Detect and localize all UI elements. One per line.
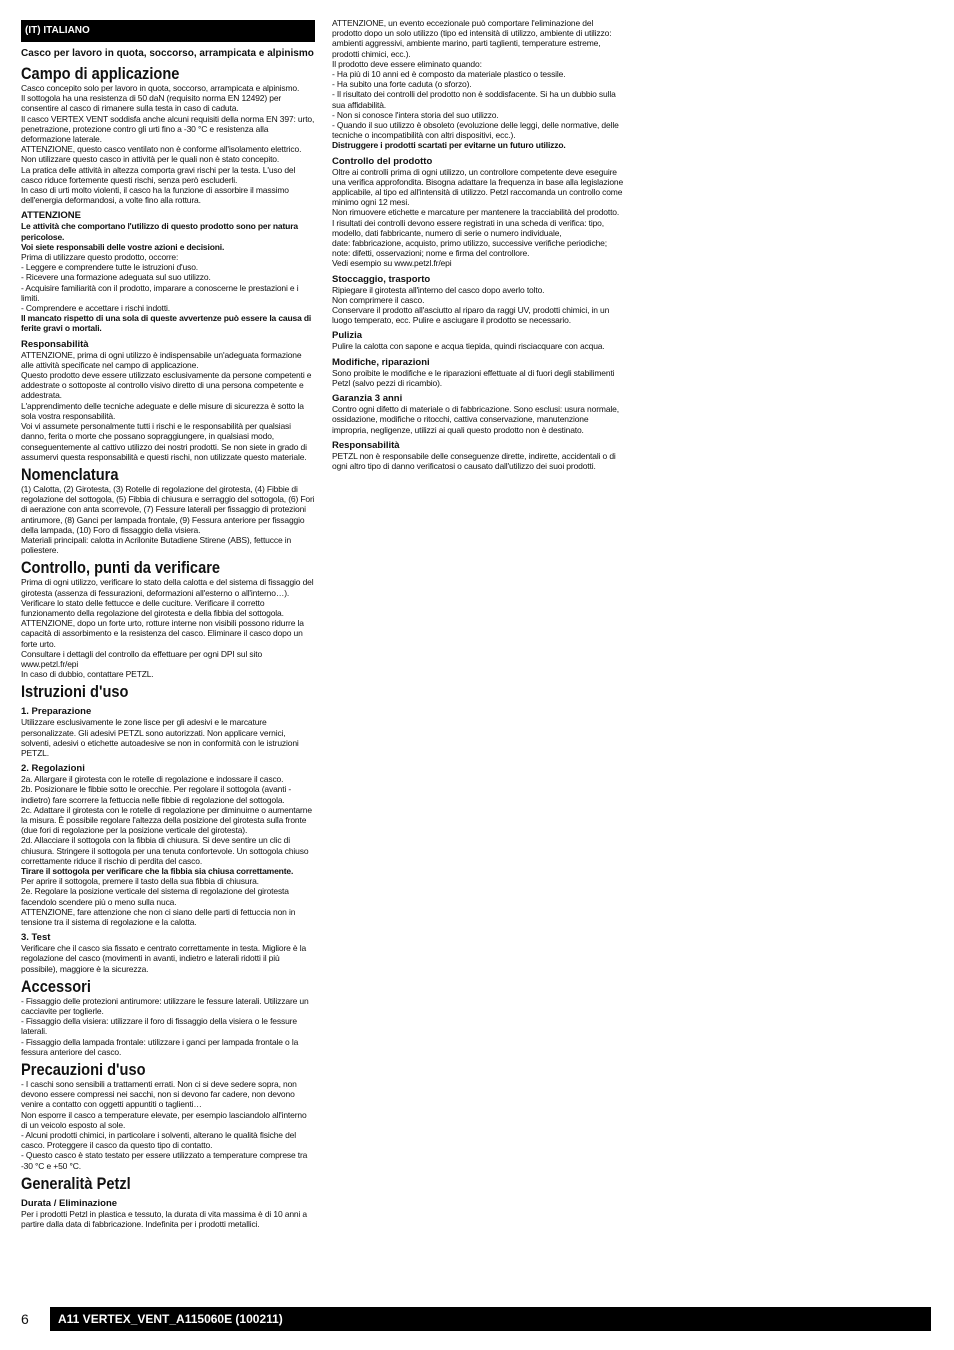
paragraph: In caso di dubbio, contattare PETZL. bbox=[21, 669, 154, 680]
paragraph: ATTENZIONE, prima di ogni utilizzo è indispensabile un'adeguata formazione alle attività specificate nel campo di applicazione. bbox=[21, 349, 302, 370]
paragraph: - Quando il suo utilizzo è obsoleto (evoluzione delle leggi, delle normative, delle tecniche o incompatibilità con altri dispositivi, ecc.). bbox=[332, 120, 619, 141]
paragraph: Voi vi assumete personalmente tutti i rischi e le responsabilità per qualsiasi danno, ferita o morte che possano sopraggiungere, in qualsiasi modo, conseguentemente al cattivo utilizzo dei nostri prodotti. Se non siete in grado di assumervi questa responsabilità e questi rischi, non utilizzate questo materiale. bbox=[21, 421, 307, 462]
paragraph: - Fissaggio delle protezioni antirumore: utilizzare le fessure laterali. Utilizzare un cacciavite per toglierle. bbox=[21, 995, 309, 1017]
paragraph: - Non si conosce l'intera storia del suo utilizzo. bbox=[332, 109, 499, 120]
attenzione-bold-1: Le attività che comportano l'utilizzo di questo prodotto sono per natura pericolose. bbox=[21, 221, 298, 242]
paragraph: Casco concepito solo per lavoro in quota, soccorso, arrampicata e alpinismo. bbox=[21, 83, 300, 93]
paragraph: Conservare il prodotto all'asciutto al riparo da raggi UV, prodotti chimici, in un luogo temperato, ecc. Pulire e asciugare il prodotto se necessario. bbox=[332, 305, 610, 326]
attenzione-bold-3: Il mancato rispetto di una sola di queste avvertenze può essere la causa di ferite gravi o mortali. bbox=[21, 313, 312, 334]
paragraph: Il sottogola ha una resistenza di 50 daN (requisito norma EN 12492) per consentire al casco di rimanere sulla testa in caso di caduta. bbox=[21, 93, 282, 114]
heading-istruzioni: Istruzioni d'uso bbox=[21, 682, 129, 702]
paragraph: - Ricevere una formazione adeguata sul suo utilizzo. bbox=[21, 272, 211, 283]
heading-regolazioni: 2. Regolazioni bbox=[21, 763, 85, 775]
paragraph: - Ha subito una forte caduta (o sforzo). bbox=[332, 79, 472, 90]
language-header: (IT) ITALIANO bbox=[21, 20, 315, 42]
regolazioni-text-1 bbox=[21, 774, 315, 866]
left-column bbox=[21, 20, 315, 1229]
paragraph: - Comprendere e accettare i rischi indotti. bbox=[21, 303, 170, 314]
heading-preparazione: 1. Preparazione bbox=[21, 706, 92, 718]
heading-generalita: Generalità Petzl bbox=[21, 1173, 131, 1193]
paragraph: Non utilizzare questo casco in attività per le quali non è stato concepito. bbox=[21, 154, 280, 165]
responsabilita-petzl-text bbox=[332, 451, 624, 471]
paragraph: Non comprimere il casco. bbox=[332, 294, 425, 305]
paragraph: In caso di urti molto violenti, il casco ha la funzione di assorbire il massimo dell'energia deformandosi, a volte fino alla rottura. bbox=[21, 185, 289, 206]
heading-garanzia: Garanzia 3 anni bbox=[332, 393, 403, 405]
paragraph: - Acquisire familiarità con il prodotto, imparare a conoscerne le prestazioni e i limiti. bbox=[21, 282, 299, 303]
paragraph: Contro ogni difetto di materiale o di fabbricazione. Sono esclusi: usura normale, ossidazione, modifiche o ritocchi, cattiva conservazione, manutenzione impropria, negligenze, utilizzi ai quali questo prodotto non è destinato. bbox=[332, 404, 619, 435]
durata-bold: Distruggere i prodotti scartati per evitarne un futuro utilizzo. bbox=[332, 140, 566, 151]
paragraph: - Fissaggio della lampada frontale: utilizzare i ganci per lampada frontale o la fessura anteriore del casco. bbox=[21, 1036, 299, 1057]
paragraph: - Questo casco è stato testato per essere utilizzato a temperature comprese tra -30 °C e +50 °C. bbox=[21, 1150, 308, 1171]
paragraph: Il prodotto deve essere eliminato quando: bbox=[332, 58, 482, 69]
paragraph: Questo prodotto deve essere utilizzato esclusivamente da persone competenti e addestrate o sottoposte al controllo visivo diretto di una persona competente e addestrata. bbox=[21, 370, 312, 401]
footer-doc-code: A11 VERTEX_VENT_A115060E (100211) bbox=[58, 1312, 283, 1326]
paragraph: - Il risultato dei controlli del prodotto non è soddisfacente. Si ha un dubbio sulla sua affidabilità. bbox=[332, 89, 616, 110]
paragraph: Vedi esempio su www.petzl.fr/epi bbox=[332, 258, 452, 269]
paragraph: Non rimuovere etichette e marcature per mantenere la tracciabilità del prodotto. bbox=[332, 207, 620, 218]
attenzione-bold-2: Voi siete responsabili delle vostre azioni e decisioni. bbox=[21, 241, 225, 252]
product-subtitle: Casco per lavoro in quota, soccorso, arrampicata e alpinismo bbox=[21, 48, 314, 59]
paragraph: Materiali principali: calotta in Acrilonite Butadiene Stirene (ABS), fettucce in poliestere. bbox=[21, 534, 292, 556]
paragraph: Per aprire il sottogola, premere il tasto della sua fibbia di chiusura. bbox=[21, 876, 259, 887]
stoccaggio-text bbox=[332, 285, 624, 326]
paragraph: ATTENZIONE, dopo un forte urto, rotture interne non visibili possono ridurre la capacità di assorbimento e la resistenza del casco. Eliminare il casco dopo un forte urto. bbox=[21, 618, 304, 649]
paragraph: La pratica delle attività in altezza comporta gravi rischi per la testa. L'uso del casco riduce fortemente questi rischi, senza però escluderli. bbox=[21, 164, 296, 185]
paragraph: ATTENZIONE, questo casco ventilato non è conforme all'isolamento elettrico. bbox=[21, 144, 302, 155]
paragraph: Il casco VERTEX VENT soddisfa anche alcuni requisiti della norma EN 397: urto, penetrazione, protezione contro gli urti fino a -30 °C e resistenza alla deformazione laterale. bbox=[21, 113, 315, 145]
responsabilita-text bbox=[21, 350, 315, 462]
pulizia-text bbox=[332, 341, 624, 351]
heading-durata: Durata / Eliminazione bbox=[21, 1197, 118, 1209]
heading-nomenclatura: Nomenclatura bbox=[21, 464, 119, 484]
controllo-prodotto-text bbox=[332, 167, 624, 269]
preparazione-text bbox=[21, 717, 315, 758]
attenzione-list bbox=[21, 252, 315, 313]
test-text bbox=[21, 943, 315, 974]
paragraph: ATTENZIONE, fare attenzione che non ci siano delle parti di fettuccia non in tensione tra il sistema di regolazione e la calotta. bbox=[21, 906, 296, 928]
paragraph: date: fabbricazione, acquisto, primo utilizzo, successive verifiche periodiche; note: difetti, osservazioni; nome e firma del controllore. bbox=[332, 238, 607, 259]
durata-continued-text bbox=[332, 18, 624, 140]
paragraph: - Fissaggio della visiera: utilizzare il foro di fissaggio della visiera o le fessure laterali. bbox=[21, 1016, 297, 1037]
paragraph: Utilizzare esclusivamente le zone lisce per gli adesivi e le marcature personalizzate. Gli adesivi PETZL sono autorizzati. Non applicare vernici, solventi, adesivi o etichette autoadesive se non in conformità con le istruzioni PETZL. bbox=[21, 717, 299, 758]
paragraph: I risultati dei controlli devono essere registrati in una scheda di verifica: tipo, modello, dati fabbricante, numero di serie o numero individuale, bbox=[332, 217, 604, 238]
paragraph: Verificare che il casco sia fissato e centrato correttamente in testa. Migliore è la regolazione del casco (movimenti in avanti, indietro e laterali ridotti il più possibile), maggiore è la sicurezza. bbox=[21, 943, 307, 974]
accessori-text bbox=[21, 996, 315, 1057]
campo-text bbox=[21, 83, 315, 205]
paragraph: 2c. Adattare il girotesta con le rotelle di regolazione per diminuirne o aumentarne la misura. È possibile regolare l'altezza della posizione del girotesta sulla fronte (due fori di regolazione per la posizione verticale del girotesta). bbox=[21, 804, 312, 836]
paragraph: Ripiegare il girotesta all'interno del casco dopo averlo tolto. bbox=[332, 284, 545, 295]
paragraph: Consultare i dettagli del controllo da effettuare per ogni DPI sul sito www.petzl.fr/epi bbox=[21, 648, 263, 669]
paragraph: Oltre ai controlli prima di ogni utilizzo, un controllore competente deve eseguire una verifica approfondita. Bisogna adattare la frequenza in base alla legislazione applicabile, al tipo ed all'intensità di utilizzo. Petzl raccomanda un controllo come minimo ogni 12 mesi. bbox=[332, 166, 624, 208]
paragraph: Per i prodotti Petzl in plastica e tessuto, la durata di vita massima è di 10 anni a partire dalla data di fabbricazione. Indefinita per i prodotti metallici. bbox=[21, 1208, 308, 1230]
paragraph: Non esporre il casco a temperature elevate, per esempio lasciandolo all'interno di un veicolo esposto al sole. bbox=[21, 1109, 307, 1130]
nomenclatura-text bbox=[21, 484, 315, 555]
paragraph: - I caschi sono sensibili a trattamenti errati. Non ci si deve sedere sopra, non devono essere compressi nei sacchi, non si devono far cadere, non devono venire a contatto con oggetti appuntiti o taglienti… bbox=[21, 1079, 297, 1110]
heading-pulizia: Pulizia bbox=[332, 330, 363, 342]
paragraph: Prima di ogni utilizzo, verificare lo stato della calotta e del sistema di fissaggio del girotesta (assenza di fessurazioni, deformazioni all'esterno o all'interno…). Verificare lo stato delle fettucce e delle cuciture. Verificare il corretto funzionamento della regolazione del girotesta e della fibbia del sottogola. bbox=[21, 577, 314, 618]
durata-text bbox=[21, 1209, 315, 1229]
heading-controllo-prodotto: Controllo del prodotto bbox=[332, 155, 433, 167]
garanzia-text bbox=[332, 404, 624, 435]
heading-controllo: Controllo, punti da verificare bbox=[21, 558, 221, 578]
paragraph: 2e. Regolare la posizione verticale del sistema di regolazione del girotesta facendolo scendere più o meno sulla nuca. bbox=[21, 886, 289, 907]
paragraph: - Ha più di 10 anni ed è composto da materiale plastico o tessile. bbox=[332, 69, 566, 80]
heading-stoccaggio: Stoccaggio, trasporto bbox=[332, 273, 431, 285]
page-number: 6 bbox=[21, 1311, 29, 1327]
paragraph: Sono proibite le modifiche e le riparazioni effettuate al di fuori degli stabilimenti Petzl (salvo pezzi di ricambio). bbox=[332, 367, 615, 388]
paragraph: Pulire la calotta con sapone e acqua tiepida, quindi risciacquare con acqua. bbox=[332, 341, 605, 352]
paragraph: 2a. Allargare il girotesta con le rotelle di regolazione e indossare il casco. bbox=[21, 774, 284, 785]
heading-test: 3. Test bbox=[21, 932, 51, 944]
heading-attenzione: ATTENZIONE bbox=[21, 210, 81, 222]
paragraph: L'apprendimento delle tecniche adeguate e delle misure di sicurezza è sotto la sola vostra responsabilità. bbox=[21, 400, 304, 421]
paragraph: 2b. Posizionare le fibbie sotto le orecchie. Per regolare il sottogola (avanti - indietro) fare scorrere la fettuccia nelle fibbie di regolazione del sottogola. bbox=[21, 784, 292, 805]
paragraph: - Alcuni prodotti chimici, in particolare i solventi, alterano le qualità fisiche del casco. Proteggere il casco da questo tipo di contatto. bbox=[21, 1130, 296, 1151]
paragraph: - Leggere e comprendere tutte le istruzioni d'uso. bbox=[21, 262, 198, 273]
paragraph: Prima di utilizzare questo prodotto, occorre: bbox=[21, 252, 179, 263]
heading-campo: Campo di applicazione bbox=[21, 64, 180, 83]
heading-responsabilita-petzl: Responsabilità bbox=[332, 439, 400, 451]
regolazioni-text-2 bbox=[21, 876, 315, 927]
heading-precauzioni: Precauzioni d'uso bbox=[21, 1060, 146, 1080]
heading-accessori: Accessori bbox=[21, 976, 91, 996]
controllo-text bbox=[21, 577, 315, 679]
paragraph: ATTENZIONE, un evento eccezionale può comportare l'eliminazione del prodotto dopo un solo utilizzo (tipo ed intensità di utilizzo, ambiente di utilizzo: ambienti aggressivi, ambiente marino, parti taglienti, temperature estreme, prodotti chimici, ecc.). bbox=[332, 18, 612, 59]
paragraph: 2d. Allacciare il sottogola con la fibbia di chiusura. Si deve sentire un clic di chiusura. Stringere il sottogola per una tenuta confortevole. Un sottogola chiuso correttamente riduce il rischio di perdita del casco. bbox=[21, 835, 309, 866]
paragraph: PETZL non è responsabile delle conseguenze dirette, indirette, accidentali o di ogni altro tipo di danno verificatosi o causato dall'utilizzo dei suoi prodotti. bbox=[332, 450, 616, 471]
right-column bbox=[332, 18, 624, 471]
heading-responsabilita: Responsabilità bbox=[21, 338, 89, 350]
modifiche-text bbox=[332, 368, 624, 388]
heading-modifiche: Modifiche, riparazioni bbox=[332, 356, 430, 368]
paragraph: (1) Calotta, (2) Girotesta, (3) Rotelle di regolazione del girotesta, (4) Fibbie di regolazione del sottogola, (5) Fibbia di chiusura e serraggio del sottogola, (6) Fori di aerazione con anta scorrevole, (7) Fessure laterali per fissaggio di protezioni antirumore, (8) Ganci per lampada frontale, (9) Fessura anteriore per fissaggio della lampada, (10) Foro di fissaggio della visiera. bbox=[21, 483, 315, 535]
precauzioni-text bbox=[21, 1079, 315, 1171]
regolazioni-bold: Tirare il sottogola per verificare che la fibbia sia chiusa correttamente. bbox=[21, 866, 294, 876]
